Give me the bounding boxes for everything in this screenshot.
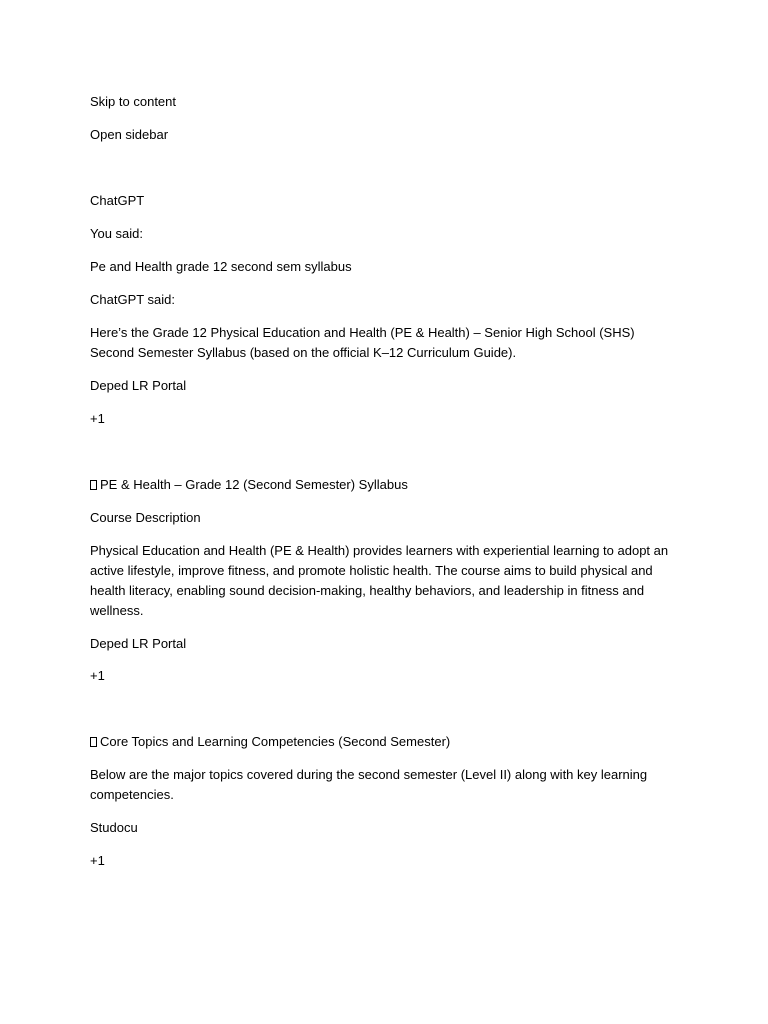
source-more-count[interactable]: +1 bbox=[90, 853, 105, 868]
missing-glyph-icon bbox=[90, 480, 97, 490]
section-heading bbox=[90, 475, 670, 495]
source-more-count[interactable]: +1 bbox=[90, 668, 105, 683]
topics-intro-text: Below are the major topics covered during the second semester (Level II) along with key learning competencies. bbox=[90, 767, 648, 802]
source-more-count[interactable]: +1 bbox=[90, 411, 105, 426]
section-heading-text: Core Topics and Learning Competencies (Second Semester) bbox=[100, 734, 451, 749]
chat-heading: ChatGPT bbox=[90, 193, 145, 208]
assistant-label: ChatGPT said: bbox=[90, 292, 176, 307]
missing-glyph-icon bbox=[90, 737, 97, 747]
source-citation[interactable]: Deped LR Portal bbox=[90, 636, 187, 651]
assistant-intro: Here’s the Grade 12 Physical Education and Health (PE & Health) – Senior High School (SHS) Second Semester Syllabus (based on the official K–12 Curriculum Guide). bbox=[90, 325, 635, 360]
open-sidebar-button[interactable]: Open sidebar bbox=[90, 127, 169, 142]
source-citation[interactable]: Studocu bbox=[90, 820, 138, 835]
course-description-label: Course Description bbox=[90, 510, 201, 525]
section-heading-text: PE & Health – Grade 12 (Second Semester) Syllabus bbox=[100, 477, 408, 492]
source-citation[interactable]: Deped LR Portal bbox=[90, 378, 187, 393]
skip-to-content-link[interactable]: Skip to content bbox=[90, 94, 176, 109]
user-label: You said: bbox=[90, 226, 144, 241]
user-message: Pe and Health grade 12 second sem syllabus bbox=[90, 259, 352, 274]
course-description-text: Physical Education and Health (PE & Health) provides learners with experiential learning to adopt an active lifestyle, improve fitness, and promote holistic health. The course aims to build physical and health literacy, enabling sound decision-making, healthy behaviors, and leadership in fitness and wellness. bbox=[90, 543, 669, 618]
section-heading bbox=[90, 732, 670, 752]
